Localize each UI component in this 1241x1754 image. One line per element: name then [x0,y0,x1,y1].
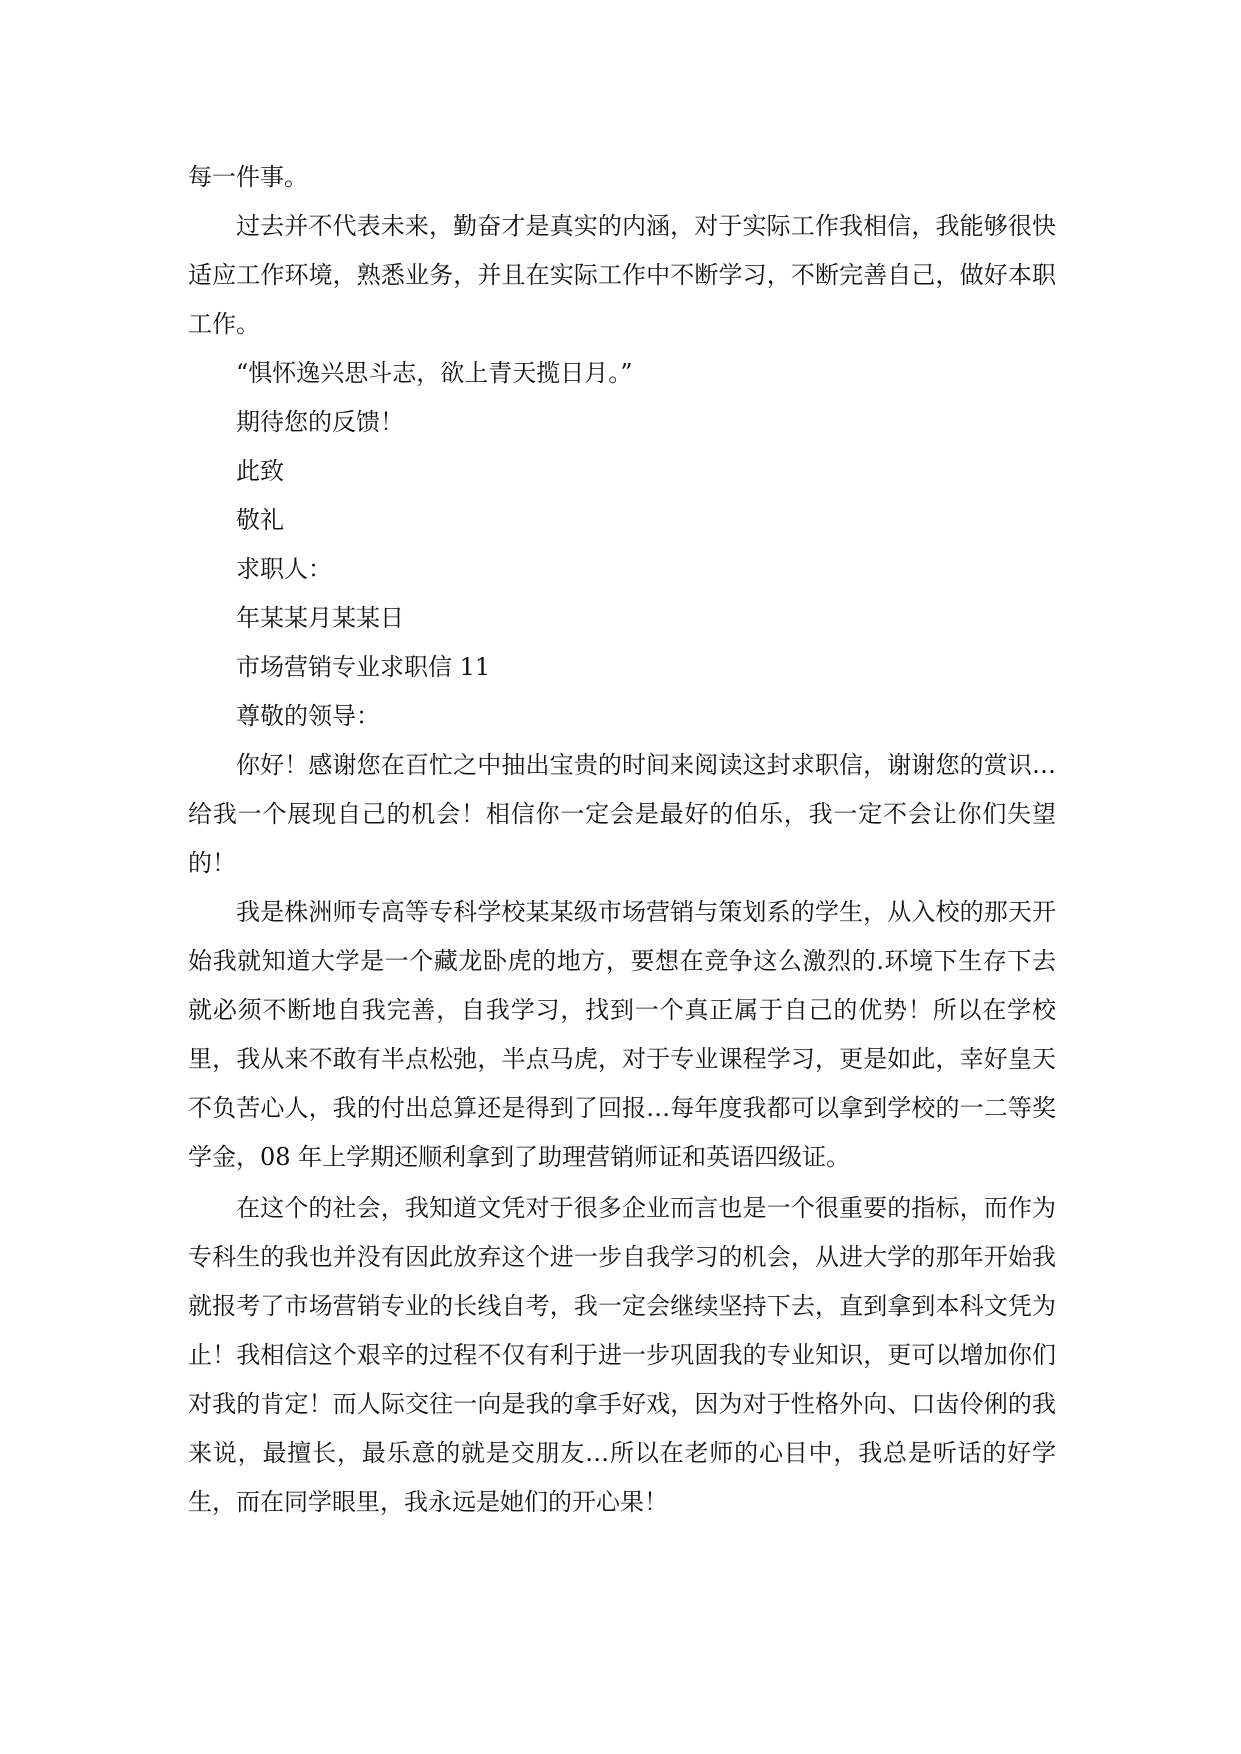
signature-applicant: 求职人： [236,555,332,583]
paragraph-await-feedback: 期待您的反馈！ [236,408,404,436]
paragraph-quote: “惧怀逸兴思斗志，欲上青天揽日月。” [236,359,633,387]
paragraph-past-future: 过去并不代表未来，勤奋才是真实的内涵，对于实际工作我相信，我能够很快适应工作环境，熟悉业务，并且在实际工作中不断学习，不断完善自己，做好本职工作。 [188,212,1056,338]
document-body [188,153,1056,1527]
paragraph-thanks: 你好！感谢您在百忙之中抽出宝贵的时间来阅读这封求职信，谢谢您的赏识…给我一个展现自己的机会！相信你一定会是最好的伯乐，我一定不会让你们失望的！ [188,751,1056,877]
signature-date: 年某某月某某日 [236,604,404,632]
section-title: 市场营销专业求职信 11 [236,653,491,681]
paragraph-self-study: 在这个的社会，我知道文凭对于很多企业而言也是一个很重要的指标，而作为专科生的我也并没有因此放弃这个进一步自我学习的机会，从进大学的那年开始我就报考了市场营销专业的长线自考，我一定会继续坚持下去，直到拿到本科文凭为止！我相信这个艰辛的过程不仅有利于进一步巩固我的专业知识，更可以增加你们对我的肯定！而人际交往一向是我的拿手好戏，因为对于性格外向、口齿伶俐的我来说，最擅长，最乐意的就是交朋友…所以在老师的心目中，我总是听话的好学生，而在同学眼里，我永远是她们的开心果！ [188,1194,1056,1516]
closing-salutation: 此致 [236,457,284,485]
closing-regards: 敬礼 [236,506,284,534]
paragraph-continuation: 每一件事。 [188,163,308,191]
paragraph-school-background: 我是株洲师专高等专科学校某某级市场营销与策划系的学生，从入校的那天开始我就知道大学是一个藏龙卧虎的地方，要想在竞争这么激烈的.环境下生存下去就必须不断地自我完善，自我学习，找到一个真正属于自己的优势！所以在学校里，我从来不敢有半点松弛，半点马虎，对于专业课程学习，更是如此，幸好皇天不负苦心人，我的付出总算还是得到了回报…每年度我都可以拿到学校的一二等奖学金，08 年上学期还顺利拿到了助理营销师证和英语四级证。 [188,898,1056,1171]
letter-greeting: 尊敬的领导： [236,702,380,730]
